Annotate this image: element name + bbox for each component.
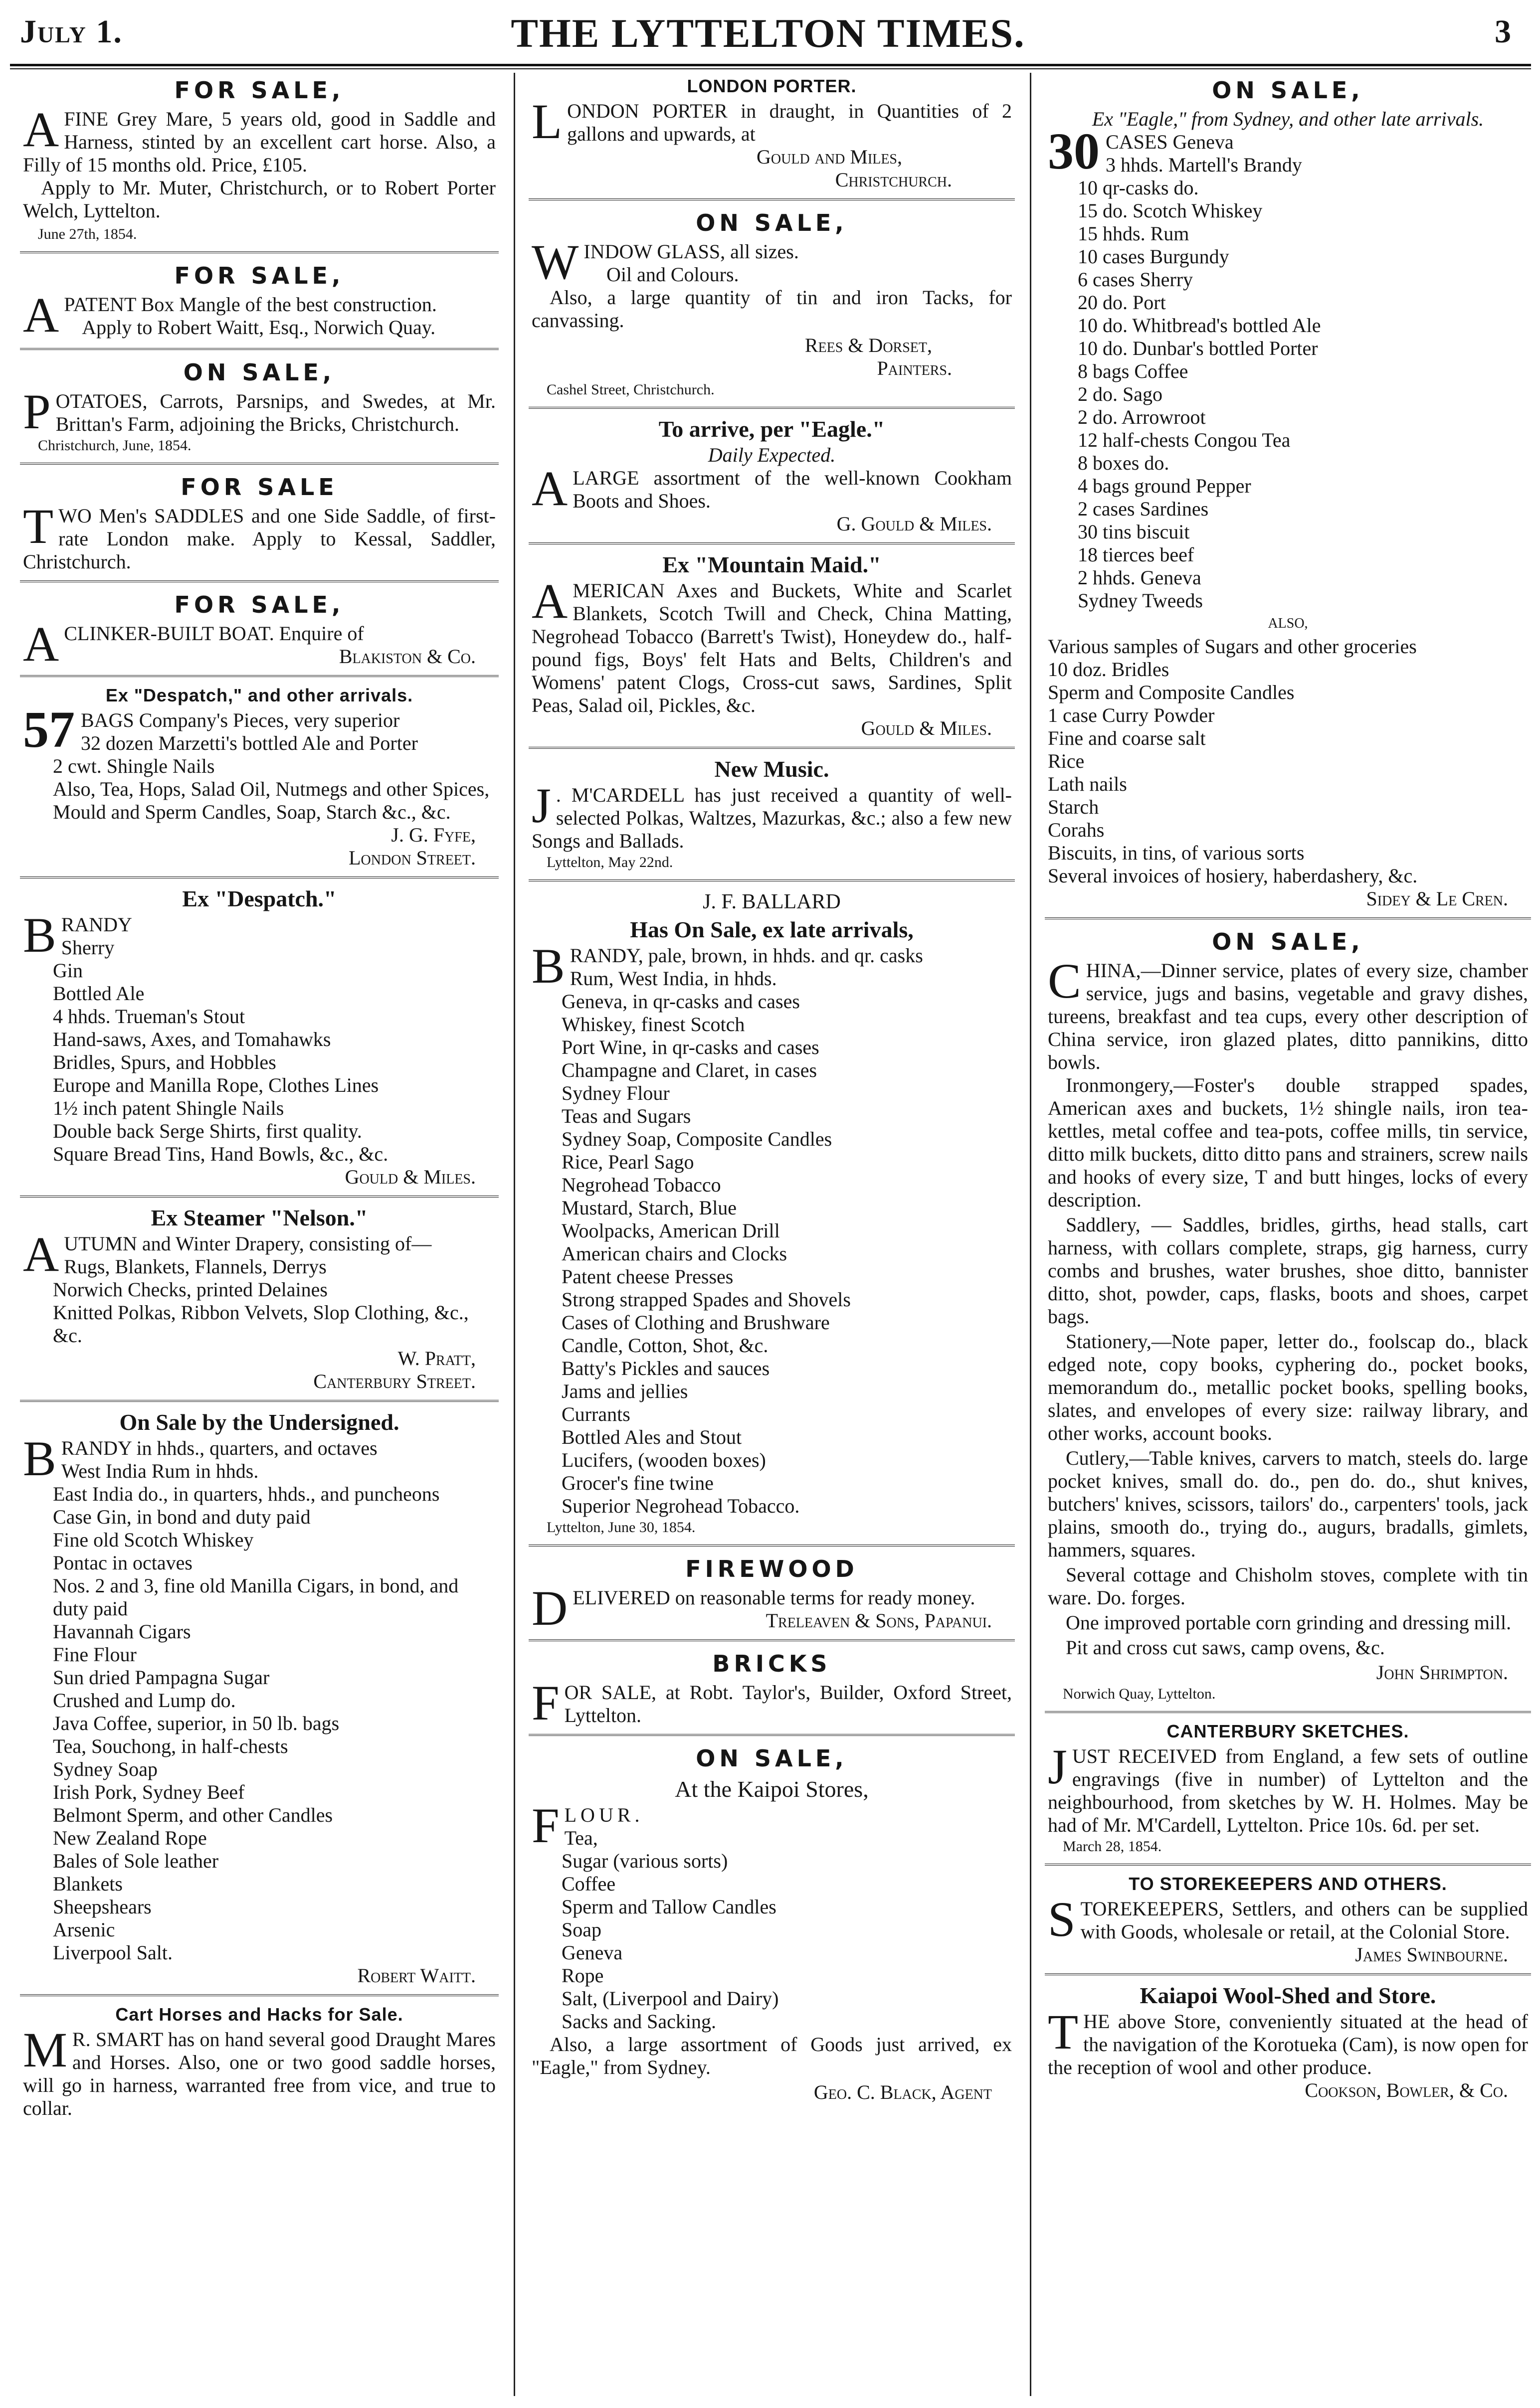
ad-box-mangle — [20, 258, 499, 350]
list-item: Woolpacks, American Drill — [562, 1219, 780, 1242]
list-item: Sydney Soap — [53, 1758, 158, 1780]
ad-undersigned — [20, 1407, 499, 1996]
list-item: Also, Tea, Hops, Salad Oil, Nutmegs and other Spices, Mould and Sperm Candles, Soap, Starch &c., &c. — [53, 778, 490, 823]
ad-body — [532, 573, 1012, 717]
list-item: Sperm and Tallow Candles — [562, 1895, 776, 1918]
ad-text: CASES Geneva — [1106, 131, 1234, 153]
list-item: Rice, Pearl Sago — [562, 1151, 694, 1173]
column-divider-2 — [1030, 73, 1031, 2396]
ad-text: LOUR. — [564, 1804, 644, 1826]
ad-body — [532, 1675, 1012, 1730]
column-1 — [20, 73, 499, 2396]
list-item: 8 bags Coffee — [1078, 360, 1188, 382]
column-2 — [529, 73, 1015, 2396]
ad-heading: TO STOREKEEPERS AND OTHERS. — [1129, 1874, 1447, 1894]
ad-cutlery: Cutlery,—Table knives, carvers to match, steels do. large pocket knives, small do. do., pen do. do., shut knives, butchers' knives, scissors, tailors' do., carpenters' tools, jack plains, smooth do., trying do., augurs, bradalls, gimlets, hammers, squares. — [1048, 1447, 1528, 1561]
list-item: Negrohead Tobacco — [562, 1174, 721, 1196]
list-item: American chairs and Clocks — [562, 1242, 787, 1265]
ad-heading: FOR SALE — [181, 474, 338, 501]
ad-subheading: Ex "Eagle," from Sydney, and other late arrivals. — [1092, 108, 1484, 130]
ad-signature: Gould and Miles, — [757, 146, 902, 168]
ad-heading: To arrive, per "Eagle." — [658, 416, 885, 442]
ad-mill: One improved portable corn grinding and dressing mill. — [1066, 1611, 1512, 1634]
ad-item-list-2 — [1048, 635, 1528, 887]
ad-clinker-boat — [20, 587, 499, 677]
list-item: Irish Pork, Sydney Beef — [53, 1781, 245, 1803]
list-item: Coffee — [562, 1873, 616, 1895]
list-item: Bottled Ale — [53, 982, 145, 1005]
drop-cap: T — [23, 499, 54, 554]
ad-text: FINE Grey Mare, 5 years old, good in Saddle and Harness, stinted by an excellent cart horse. Also, a Filly of 15 months old. Price, £105. — [23, 108, 496, 176]
list-item: Superior Negrohead Tobacco. — [562, 1495, 800, 1517]
list-item: Java Coffee, superior, in 50 lb. bags — [53, 1712, 340, 1734]
ad-text: HE above Store, conveniently situated at the head of the navigation of the Korotueka (Cam), is now open for the reception of wool and other produce. — [1048, 2010, 1528, 2078]
ad-signature: James Swinbourne. — [1355, 1943, 1508, 1966]
ad-heading: Kaiapoi Wool-Shed and Store. — [1140, 1983, 1436, 2008]
ad-ballard — [529, 886, 1015, 1547]
list-item: Rum, West India, in hhds. — [570, 967, 777, 990]
list-item: Rope — [562, 1964, 604, 1987]
drop-cap: A — [23, 616, 59, 672]
list-item: Liverpool Salt. — [53, 1941, 173, 1964]
ad-heading: ON SALE, — [183, 359, 336, 386]
ad-signature: John Shrimpton. — [1376, 1661, 1508, 1684]
list-item: 4 bags ground Pepper — [1078, 475, 1251, 497]
ad-text: UST RECEIVED from England, a few sets of outline engravings (five in number) of Lyttelton and the neighbourhood, from sketches by W. H. Holmes. May be had of Mr. M'Cardell, Lyttelton. Price 10s. 6d. per set. — [1048, 1745, 1528, 1836]
list-item: Europe and Manilla Rope, Clothes Lines — [53, 1074, 379, 1096]
list-item: 6 cases Sherry — [1078, 268, 1193, 291]
ad-date: March 28, 1854. — [1063, 1838, 1162, 1855]
ad-firewood — [529, 1551, 1015, 1641]
ad-kaipoi-stores — [529, 1741, 1015, 2111]
ad-text: RANDY in hhds., quarters, and octaves — [61, 1437, 378, 1459]
list-item: Jams and jellies — [562, 1380, 688, 1402]
ad-text: WO Men's SADDLES and one Side Saddle, of first-rate London make. Apply to Kessal, Saddler, Christchurch. — [23, 505, 496, 573]
list-item: Bridles, Spurs, and Hobbles — [53, 1051, 276, 1073]
list-item: Havannah Cigars — [53, 1620, 191, 1643]
list-item: Sun dried Pampagna Sugar — [53, 1666, 270, 1689]
ad-body — [1048, 1739, 1528, 1837]
masthead — [20, 9, 1516, 61]
ad-item-list — [1048, 154, 1528, 612]
drop-cap: P — [23, 384, 51, 439]
ad-signature: Rees & Dorset, — [804, 334, 932, 356]
ad-item-list — [532, 967, 1012, 1518]
ad-heading: J. F. BALLARD — [703, 890, 841, 913]
list-item: Champagne and Claret, in cases — [562, 1059, 817, 1081]
issue-date: July 1. — [20, 13, 123, 50]
ad-heading: FIREWOOD — [685, 1555, 858, 1582]
ad-body — [532, 778, 1012, 853]
ad-text: RANDY, pale, brown, in hhds. and qr. casks — [570, 944, 923, 967]
ad-text: CLINKER-BUILT BOAT. Enquire of — [64, 622, 364, 645]
ad-heading: ON SALE, — [696, 1745, 848, 1772]
ad-heading: LONDON PORTER. — [687, 76, 857, 96]
list-item: Square Bread Tins, Hand Bowls, &c., &c. — [53, 1143, 388, 1165]
ad-signature: Gould & Miles. — [861, 717, 992, 739]
ad-ironmongery: Ironmongery,—Foster's double strapped spades, American axes and buckets, 1½ shingle nails, iron tea-kettles, metal coffee and tea-pots, coffee mills, tin service, ditto milk buckets, ditto ditto pans and strainers, screw nails and hooks of every size, T and butt hinges, locks of every description. — [1048, 1074, 1528, 1211]
list-item: 10 cases Burgundy — [1078, 245, 1229, 268]
list-item: Batty's Pickles and sauces — [562, 1357, 770, 1379]
ad-signature-line2: London Street. — [349, 847, 476, 869]
drop-cap: 57 — [23, 701, 75, 758]
list-item: New Zealand Rope — [53, 1827, 207, 1849]
drop-cap: D — [532, 1580, 568, 1636]
drop-cap: L — [532, 94, 563, 149]
list-item: Sugar (various sorts) — [562, 1850, 728, 1872]
ad-body — [23, 2022, 496, 2120]
newspaper-title: THE LYTTELTON TIMES. — [511, 10, 1025, 56]
page-number: 3 — [1495, 13, 1511, 50]
ad-body — [23, 384, 496, 439]
list-item: 15 do. Scotch Whiskey — [1078, 199, 1263, 222]
list-item: 10 qr-casks do. — [1078, 176, 1199, 199]
list-item: Bottled Ales and Stout — [562, 1426, 742, 1448]
list-item: Whiskey, finest Scotch — [562, 1013, 745, 1035]
ad-text: TOREKEEPERS, Settlers, and others can be supplied with Goods, wholesale or retail, at the Colonial Store. — [1080, 1897, 1528, 1943]
list-item: 2 hhds. Geneva — [1078, 566, 1201, 589]
list-item: Sydney Flour — [562, 1082, 670, 1104]
list-item: Double back Serge Shirts, first quality. — [53, 1120, 362, 1142]
ad-potatoes — [20, 355, 499, 465]
ad-signature-line2: Christchurch. — [835, 169, 952, 191]
ad-signature-line2: Canterbury Street. — [313, 1370, 476, 1392]
ad-window-glass — [529, 205, 1015, 409]
list-item: Grocer's fine twine — [562, 1472, 714, 1494]
ad-bricks — [529, 1646, 1015, 1736]
list-item: 8 boxes do. — [1078, 452, 1169, 474]
drop-cap: 30 — [1048, 123, 1100, 180]
list-item: Various samples of Sugars and other groceries — [1048, 635, 1417, 658]
list-item: Gin — [53, 959, 83, 982]
drop-cap: F — [532, 1675, 560, 1730]
ad-text: MERICAN Axes and Buckets, White and Scarlet Blankets, Scotch Twill and Check, China Matting, Negrohead Tobacco (Barrett's Twist), Honeydew do., half-pound figs, Boys' felt Hats and Belts, Children's and Womens' patent Clogs, Cross-cut saws, Sardines, Split Peas, Salad oil, Pickles, &c. — [532, 579, 1012, 716]
ad-signature: G. Gould & Miles. — [836, 513, 992, 535]
drop-cap: B — [532, 938, 565, 994]
ad-heading: FOR SALE, — [174, 262, 345, 289]
list-item: Sydney Tweeds — [1078, 589, 1203, 612]
list-item: 18 tierces beef — [1078, 543, 1194, 566]
list-item: Fine and coarse salt — [1048, 727, 1206, 749]
ad-text: INDOW GLASS, all sizes. — [583, 240, 799, 263]
ad-heading: BRICKS — [712, 1650, 831, 1677]
drop-cap: C — [1048, 953, 1081, 1009]
list-item: 2 do. Arrowroot — [1078, 406, 1206, 428]
ad-signature: Blakiston & Co. — [339, 645, 476, 668]
ad-item-list — [23, 936, 496, 1166]
ad-text: BAGS Company's Pieces, very superior — [81, 709, 400, 731]
drop-cap: A — [532, 573, 568, 629]
drop-cap: M — [23, 2022, 67, 2077]
list-item: Geneva, in qr-casks and cases — [562, 990, 800, 1013]
ad-stationery: Stationery,—Note paper, letter do., foolscap do., black edged note, copy books, cyphering do., pocket books, memorandum do., metallic pocket books, spelling books, slates, and envelopes of every size: railway library, and other works, account books. — [1048, 1330, 1528, 1444]
ad-storekeepers — [1045, 1871, 1531, 1975]
column-divider-1 — [514, 73, 515, 2396]
drop-cap: F — [532, 1798, 560, 1853]
list-item: Rugs, Blankets, Flannels, Derrys — [64, 1255, 327, 1278]
ad-also: ALSO, — [1268, 616, 1308, 631]
drop-cap: S — [1048, 1892, 1076, 1947]
ad-text: LARGE assortment of the well-known Cookham Boots and Shoes. — [573, 467, 1012, 512]
ad-body — [1048, 953, 1528, 1074]
ad-item-list — [23, 1460, 496, 1964]
list-item: Geneva — [562, 1941, 623, 1964]
list-item: Currants — [562, 1403, 630, 1425]
ad-heading: ON SALE, — [696, 209, 848, 236]
ad-heading: Ex "Despatch." — [182, 886, 337, 911]
drop-cap: A — [23, 102, 59, 157]
list-item: Salt, (Liverpool and Dairy) — [562, 1987, 779, 2010]
list-item: 2 cwt. Shingle Nails — [53, 755, 215, 777]
list-item: 10 doz. Bridles — [1048, 658, 1169, 681]
masthead-rule — [10, 64, 1531, 66]
list-item: West India Rum in hhds. — [61, 1460, 259, 1482]
ad-apply: Apply to Robert Waitt, Esq., Norwich Quay. — [82, 316, 436, 339]
ad-item-list — [532, 1827, 1012, 2033]
ad-date: June 27th, 1854. — [38, 226, 137, 242]
list-item: Nos. 2 and 3, fine old Manilla Cigars, in bond, and duty paid — [53, 1574, 459, 1620]
list-item: Arsenic — [53, 1918, 115, 1941]
list-item: Sheepshears — [53, 1895, 152, 1918]
ad-text: . M'CARDELL has just received a quantity of well-selected Polkas, Waltzes, Mazurkas, &c.; also a few new Songs and Ballads. — [532, 784, 1012, 852]
drop-cap: B — [23, 907, 56, 963]
list-item: Case Gin, in bond and duty paid — [53, 1506, 311, 1528]
list-item: Pontac in octaves — [53, 1551, 192, 1574]
ad-item-list — [23, 1255, 496, 1347]
list-item: Soap — [562, 1918, 601, 1941]
ad-text: RANDY — [61, 913, 132, 936]
ad-body — [532, 94, 1012, 149]
ad-body — [1048, 1892, 1528, 1947]
list-item: Rice — [1048, 750, 1085, 772]
ad-heading: Ex "Mountain Maid." — [662, 552, 881, 577]
ad-subheading: Daily Expected. — [708, 444, 836, 466]
ad-cart-horses — [20, 2001, 499, 2127]
ad-despatch-arrivals — [20, 682, 499, 878]
list-item: 12 half-chests Congou Tea — [1078, 429, 1291, 451]
list-item: Candle, Cotton, Shot, &c. — [562, 1334, 769, 1357]
ad-heading: New Music. — [714, 756, 829, 782]
drop-cap: A — [23, 287, 59, 343]
list-item: Tea, — [564, 1827, 598, 1849]
ad-london-porter — [529, 73, 1015, 200]
ad-date: Cashel Street, Christchurch. — [547, 381, 715, 398]
list-item: Fine old Scotch Whiskey — [53, 1529, 254, 1551]
ad-heading: On Sale by the Undersigned. — [119, 1409, 399, 1435]
list-item: Starch — [1048, 796, 1099, 818]
list-item: Biscuits, in tins, of various sorts — [1048, 842, 1305, 864]
drop-cap: A — [532, 461, 568, 516]
ad-body — [23, 499, 496, 573]
list-item: 1 case Curry Powder — [1048, 704, 1215, 726]
ad-grey-mare — [20, 73, 499, 253]
list-item: Bales of Sole leather — [53, 1850, 219, 1872]
ad-signature: Treleaven & Sons, Papanui. — [766, 1609, 992, 1632]
drop-cap: J — [532, 778, 551, 833]
ad-apply: Apply to Mr. Muter, Christchurch, or to Robert Porter Welch, Lyttelton. — [23, 176, 496, 222]
ad-item-list — [23, 732, 496, 824]
ad-heading: ON SALE, — [1212, 928, 1364, 955]
ad-heading: ON SALE, — [1212, 77, 1364, 104]
list-item: Hand-saws, Axes, and Tomahawks — [53, 1028, 331, 1050]
ad-line: Oil and Colours. — [606, 263, 739, 286]
ad-text: ONDON PORTER in draught, in Quantities of 2 gallons and upwards, at — [567, 100, 1012, 145]
ad-shrimpton — [1045, 924, 1531, 1713]
ad-subheading: Has On Sale, ex late arrivals, — [630, 917, 914, 942]
list-item: Sherry — [61, 936, 115, 959]
ad-stoves: Several cottage and Chisholm stoves, complete with tin ware. Do. forges. — [1048, 1563, 1528, 1609]
list-item: 32 dozen Marzetti's bottled Ale and Porter — [81, 732, 418, 754]
ad-heading: Ex "Despatch," and other arrivals. — [105, 685, 413, 705]
list-item: Lucifers, (wooden boxes) — [562, 1449, 766, 1471]
ad-text: PATENT Box Mangle of the best construction. — [64, 293, 437, 316]
ad-signature: Gould & Miles. — [345, 1166, 476, 1188]
list-item: 15 hhds. Rum — [1078, 222, 1189, 245]
list-item: Fine Flour — [53, 1643, 137, 1666]
ad-steamer-nelson — [20, 1203, 499, 1402]
ad-signature: Geo. C. Black, Agent — [813, 2081, 992, 2103]
ad-heading: Cart Horses and Hacks for Sale. — [115, 2004, 403, 2025]
ad-text: ELIVERED on reasonable terms for ready money. — [573, 1586, 975, 1609]
ad-heading: CANTERBURY SKETCHES. — [1166, 1721, 1409, 1741]
ad-saws: Pit and cross cut saws, camp ovens, &c. — [1066, 1636, 1385, 1659]
ad-body — [1048, 2004, 1528, 2079]
list-item: Belmont Sperm, and other Candles — [53, 1804, 333, 1826]
ad-text: OTATOES, Carrots, Parsnips, and Swedes, at Mr. Brittan's Farm, adjoining the Bricks, Christchurch. — [55, 390, 496, 435]
list-item: Knitted Polkas, Ribbon Velvets, Slop Clothing, &c., &c. — [53, 1301, 469, 1347]
ad-body — [23, 102, 496, 176]
ad-date: Norwich Quay, Lyttelton. — [1063, 1686, 1216, 1702]
ad-saddlery: Saddlery, — Saddles, bridles, girths, head stalls, cart harness, with collars complete, straps, gig harness, curry combs and brushes, water brushes, shoe ditto, bannister ditto, shot, powder, caps, flasks, boots and shoes, carpet bags. — [1048, 1213, 1528, 1328]
list-item: 20 do. Port — [1078, 291, 1166, 314]
ad-kaiapoi-wool-shed — [1045, 1980, 1531, 2109]
ad-text: OR SALE, at Robt. Taylor's, Builder, Oxford Street, Lyttelton. — [564, 1681, 1012, 1726]
ad-text-2: Also, a large quantity of tin and iron Tacks, for canvassing. — [532, 286, 1012, 332]
list-item: Norwich Checks, printed Delaines — [53, 1278, 328, 1301]
drop-cap: A — [23, 1226, 59, 1282]
ad-signature: Sidey & Le Cren. — [1366, 887, 1508, 910]
masthead-rule-thin — [10, 68, 1531, 69]
ad-body — [532, 461, 1012, 516]
ad-heading: FOR SALE, — [174, 77, 345, 104]
list-item: Teas and Sugars — [562, 1105, 691, 1127]
list-item: Sydney Soap, Composite Candles — [562, 1128, 832, 1150]
ad-signature: Cookson, Bowler, & Co. — [1305, 2079, 1508, 2101]
ad-date: Lyttelton, May 22nd. — [547, 854, 673, 870]
list-item: 2 cases Sardines — [1078, 498, 1209, 520]
list-item: Mustard, Starch, Blue — [562, 1197, 737, 1219]
ad-heading: Ex Steamer "Nelson." — [151, 1205, 368, 1230]
ad-cookham-boots — [529, 414, 1015, 544]
ad-heading: FOR SALE, — [174, 591, 345, 618]
ad-signature: W. Pratt, — [397, 1347, 476, 1370]
ad-canterbury-sketches — [1045, 1718, 1531, 1866]
ad-mountain-maid — [529, 549, 1015, 749]
ad-text: UTUMN and Winter Drapery, consisting of— — [64, 1232, 432, 1255]
list-item: Crushed and Lump do. — [53, 1689, 236, 1712]
list-item: Corahs — [1048, 819, 1105, 841]
list-item: 3 hhds. Martell's Brandy — [1106, 154, 1302, 176]
list-item: Lath nails — [1048, 773, 1127, 795]
ad-text-2: Also, a large assortment of Goods just arrived, ex "Eagle," from Sydney. — [532, 2033, 1012, 2078]
column-3 — [1045, 73, 1531, 2396]
list-item: Port Wine, in qr-casks and cases — [562, 1036, 819, 1058]
ad-signature: J. G. Fyfe, — [391, 824, 476, 846]
ad-despatch-spirits — [20, 883, 499, 1198]
ad-text: R. SMART has on hand several good Draught Mares and Horses. Also, one or two good saddle horses, will go in harness, warranted free from vice, and true to collar. — [23, 2028, 496, 2119]
list-item: 4 hhds. Trueman's Stout — [53, 1005, 245, 1028]
list-item: 10 do. Whitbread's bottled Ale — [1078, 314, 1321, 337]
ad-sidey-le-cren — [1045, 73, 1531, 919]
list-item: Tea, Souchong, in half-chests — [53, 1735, 288, 1757]
list-item: Sacks and Sacking. — [562, 2010, 716, 2033]
drop-cap: J — [1048, 1739, 1067, 1794]
ad-date: Christchurch, June, 1854. — [38, 437, 192, 454]
list-item: Sperm and Composite Candles — [1048, 681, 1295, 703]
ad-signature: Robert Waitt. — [357, 1964, 476, 1987]
list-item: Several invoices of hosiery, haberdashery, &c. — [1048, 864, 1418, 887]
list-item: Cases of Clothing and Brushware — [562, 1311, 830, 1334]
ad-date: Lyttelton, June 30, 1854. — [547, 1519, 696, 1536]
ad-text: HINA,—Dinner service, plates of every size, chamber service, jugs and basins, vegetable and gravy dishes, tureens, breakfast and tea cups, every other description of China service, iron glazed plates, ditto pannikins, ditto bowls. — [1048, 959, 1528, 1073]
list-item: 10 do. Dunbar's bottled Porter — [1078, 337, 1318, 359]
list-item: 30 tins biscuit — [1078, 520, 1190, 543]
drop-cap: B — [23, 1431, 56, 1486]
drop-cap: W — [532, 234, 579, 290]
ad-signature-line2: Painters. — [877, 357, 952, 379]
ad-subheading: At the Kaipoi Stores, — [675, 1776, 869, 1802]
list-item: 2 do. Sago — [1078, 383, 1162, 405]
list-item: Blankets — [53, 1873, 123, 1895]
list-item: Patent cheese Presses — [562, 1265, 734, 1288]
list-item: East India do., in quarters, hhds., and puncheons — [53, 1483, 440, 1505]
list-item: Strong strapped Spades and Shovels — [562, 1288, 851, 1311]
drop-cap: T — [1048, 2004, 1079, 2060]
ad-new-music — [529, 754, 1015, 881]
ad-saddles — [20, 470, 499, 582]
list-item: 1½ inch patent Shingle Nails — [53, 1097, 284, 1119]
